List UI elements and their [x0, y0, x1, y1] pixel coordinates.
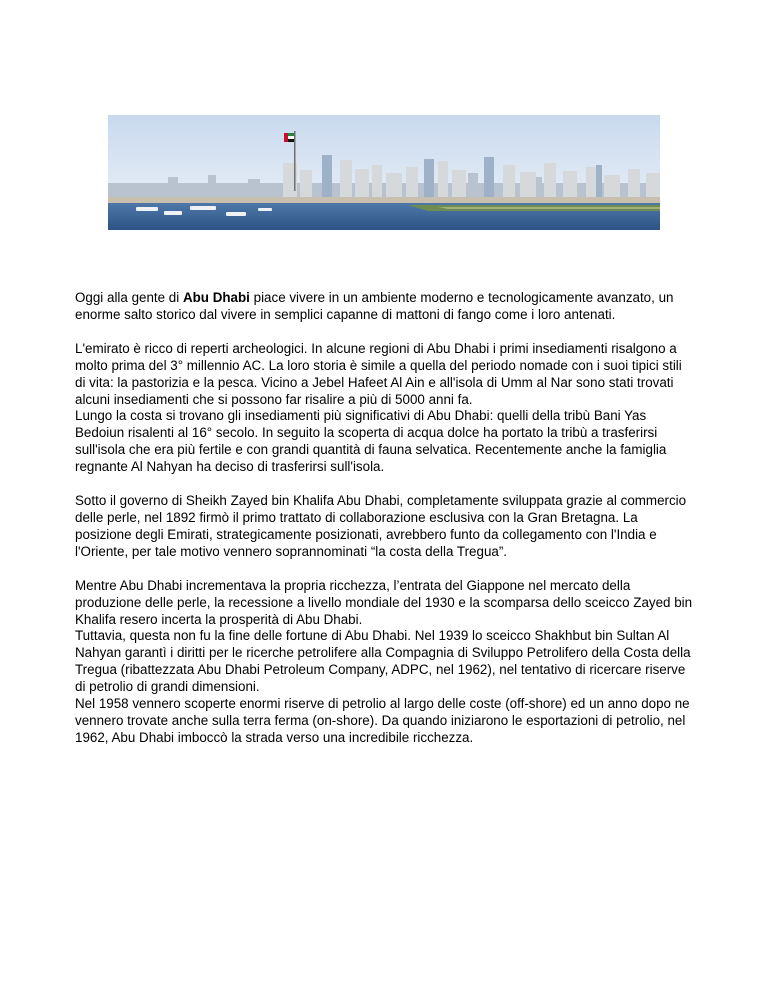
intro-bold-place: Abu Dhabi — [182, 290, 250, 305]
coast-paragraph: Lungo la costa si trovano gli insediamenti più significativi di Abu Dhabi: quelli della tribù Bani Yas Bedoiun risalenti al 16° secolo. In seguito la scoperta di acqua dolce ha portato la tribù a trasferirsi sull'isola che era più fertile e con grandi quantità di fauna selvatica. Recentemente anche la famiglia regnante Al Nahyan ha deciso di trasferirsi sull'isola. — [75, 408, 667, 475]
treaty-paragraph: Sotto il governo di Sheikh Zayed bin Khalifa Abu Dhabi, completamente sviluppata grazie al commercio delle perle, nel 1892 firmò il primo trattato di collaborazione esclusiva con la Gran Bretagna. La posizione degli Emirati, strategicamente posizionati, avrebbero funto da collegamento con l'India e l'Oriente, per tale motivo vennero soprannominati “la costa della Tregua”. — [75, 493, 687, 559]
oil-rights-paragraph: Tuttavia, questa non fu la fine delle fortune di Abu Dhabi. Nel 1939 lo sceicco Shakhbut bin Sultan Al Nahyan garantì i diritti per le ricerche petrolifere alla Compagnia di Sviluppo Petrolifero della Costa della Tregua (ribattezzata Abu Dhabi Petroleum Company, ADPC, nel 1962), nel tentativo di ricercare riserve di petrolio di grandi dimensioni. — [75, 628, 691, 695]
article-body — [75, 290, 695, 747]
archaeology-paragraph: L'emirato è ricco di reperti archeologici. In alcune regioni di Abu Dhabi i primi insediamenti risalgono a molto prima del 3° millennio AC. La loro storia è simile a quella del periodo nomade con i suoi tipici stili di vita: la pastorizia e la pesca. Vicino a Jebel Hafeet Al Ain e all'isola di Umm al Nar sono stati trovati alcuni insediamenti che si possono far risalire a più di 5000 anni fa. — [75, 340, 682, 407]
intro-pre: Oggi alla gente di — [75, 290, 183, 305]
oil-discovery-paragraph: Nel 1958 vennero scoperte enormi riserve di petrolio al largo delle coste (off-shore) ed un anno dopo ne vennero trovate anche sulla terra ferma (on-shore). Da quando iniziarono le esportazioni di petrolio, nel 1962, Abu Dhabi imboccò la strada verso una incredibile ricchezza. — [75, 696, 690, 745]
intro-paragraph — [75, 290, 695, 324]
pearl-decline-paragraph: Mentre Abu Dhabi incrementava la propria ricchezza, l’entrata del Giappone nel mercato della produzione delle perle, la recessione a livello mondiale del 1930 e la scomparsa dello sceicco Zayed bin Khalifa resero incerta la prosperità di Abu Dhabi. — [75, 577, 693, 627]
abu-dhabi-skyline-photo — [108, 115, 660, 230]
intro-post: piace vivere in un ambiente moderno e tecnologicamente avanzato, un enorme salto storico dal vivere in semplici capanne di mattoni di fango come i loro antenati. — [75, 290, 674, 322]
